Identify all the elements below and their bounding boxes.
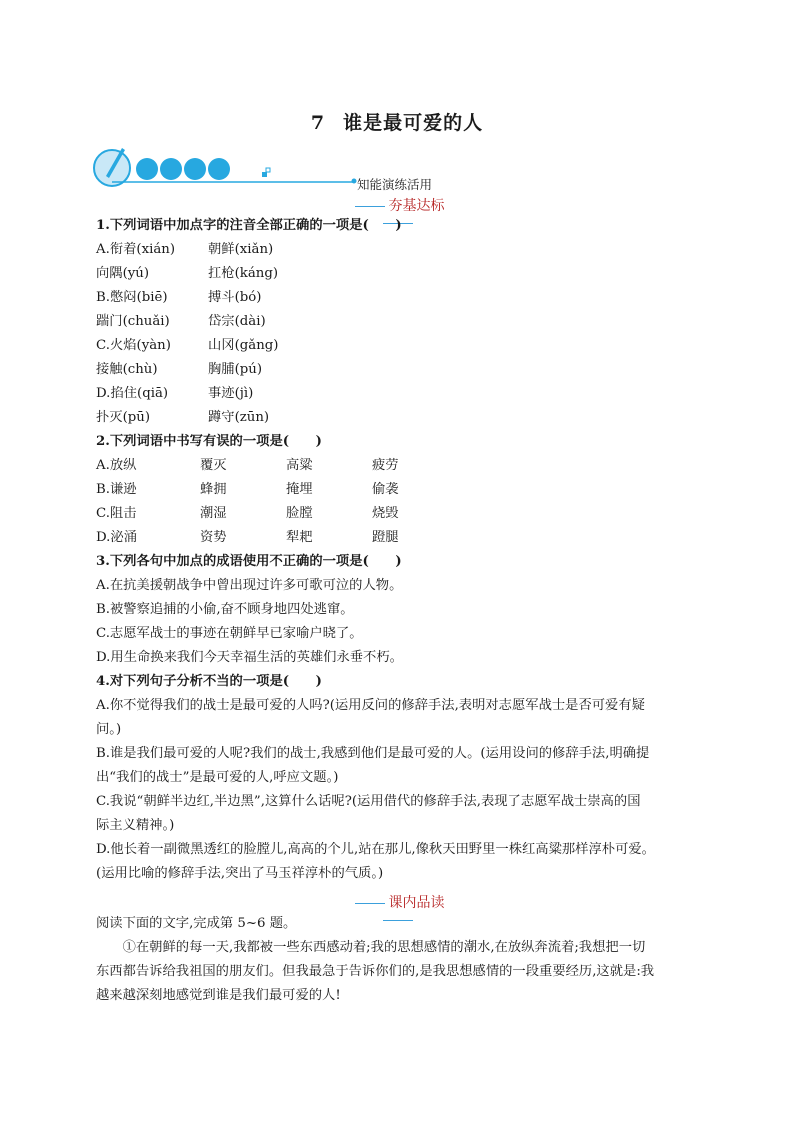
reading-intro: 阅读下面的文字,完成第 5~6 题。 (96, 916, 297, 931)
q2-row: A.放纵 覆灭 高粱 疲劳 (96, 458, 399, 473)
q4-option-line: A.你不觉得我们的战士是最可爱的人吗?(运用反问的修辞手法,表明对志愿军战士是否可爱有疑 (96, 698, 645, 713)
q2-row: D.泌涌 资势 犁耙 蹬腿 (96, 530, 399, 545)
q1-stem: 1.下列词语中加点字的注音全部正确的一项是( ) (96, 218, 402, 233)
q1-row: 接触(chù) 胸脯(pú) (96, 362, 263, 377)
q2-row: B.谦逊 蜂拥 掩埋 偷袭 (96, 482, 399, 497)
banner-line-end (352, 179, 357, 184)
banner-dot-3 (184, 158, 206, 180)
q1-row: 向隅(yú) 扛枪(káng) (96, 266, 279, 281)
q1-row: C.火焰(yàn) 山冈(gǎng) (96, 338, 279, 353)
section-banner (92, 138, 512, 198)
q3-stem: 3.下列各句中加点的成语使用不正确的一项是( ) (96, 554, 402, 569)
banner-square-2 (266, 168, 270, 172)
q4-option-line: (运用比喻的修辞手法,突出了马玉祥淳朴的气质。) (96, 866, 384, 881)
reading-paragraph-line: 东西都告诉给我祖国的朋友们。但我最急于告诉你们的,是我思想感情的一段重要经历,这就是:我 (96, 964, 655, 979)
reading-paragraph-line: 越来越深刻地感觉到谁是我们最可爱的人! (96, 988, 341, 1003)
banner-dot-4 (208, 158, 230, 180)
q3-option: A.在抗美援朝战争中曾出现过许多可歌可泣的人物。 (96, 578, 403, 593)
q4-option-line: 际主义精神。) (96, 818, 175, 833)
banner-dot-2 (160, 158, 182, 180)
q3-option: B.被警察追捕的小偷,奋不顾身地四处逃窜。 (96, 602, 354, 617)
q1-row: A.衔着(xián) 朝鲜(xiǎn) (96, 242, 274, 257)
section-title-reading: 课内品读 (388, 895, 445, 911)
q4-option-line: B.谁是我们最可爱的人呢?我们的战士,我感到他们是最可爱的人。(运用设问的修辞手法,明确提 (96, 746, 650, 761)
header-line-left (355, 903, 385, 904)
q1-row: B.憋闷(biē) 搏斗(bó) (96, 290, 262, 305)
q4-option-line: 出“我们的战士”是最可爱的人,呼应文题。) (96, 770, 339, 785)
q2-stem: 2.下列词语中书写有误的一项是( ) (96, 434, 322, 449)
reading-content (96, 912, 696, 1008)
q2-row: C.阻击 潮湿 脸膛 烧毁 (96, 506, 399, 521)
question-content (96, 214, 696, 886)
section-title-basic: 夯基达标 (388, 198, 445, 214)
q1-row: 踹门(chuǎi) 岱宗(dài) (96, 314, 266, 329)
q1-row: D.掐住(qiā) 事迹(jì) (96, 386, 254, 401)
q4-option-line: C.我说“朝鲜半边红,半边黑”,这算什么话呢?(运用借代的修辞手法,表现了志愿军战士崇高的国 (96, 794, 641, 809)
header-line-left (355, 206, 385, 207)
q1-row: 扑灭(pū) 蹲守(zūn) (96, 410, 270, 425)
banner-square-1 (262, 172, 267, 177)
lesson-title: 谁是最可爱的人 (343, 112, 484, 134)
lesson-number: 7 (310, 112, 326, 134)
q4-stem: 4.对下列句子分析不当的一项是( ) (96, 674, 322, 689)
q4-option-line: 问。) (96, 722, 122, 737)
q3-option: D.用生命换来我们今天幸福生活的英雄们永垂不朽。 (96, 650, 403, 665)
banner-dot-1 (136, 158, 158, 180)
reading-paragraph-line: ①在朝鲜的每一天,我都被一些东西感动着;我的思想感情的潮水,在放纵奔流着;我想把一切 (122, 940, 646, 955)
q3-option: C.志愿军战士的事迹在朝鲜早已家喻户晓了。 (96, 626, 363, 641)
q4-option-line: D.他长着一副微黑透红的脸膛儿,高高的个儿,站在那儿,像秋天田野里一株红高粱那样淳朴可爱。 (96, 842, 655, 857)
banner-label: 知能演练活用 (357, 177, 433, 192)
page-title (0, 108, 794, 135)
